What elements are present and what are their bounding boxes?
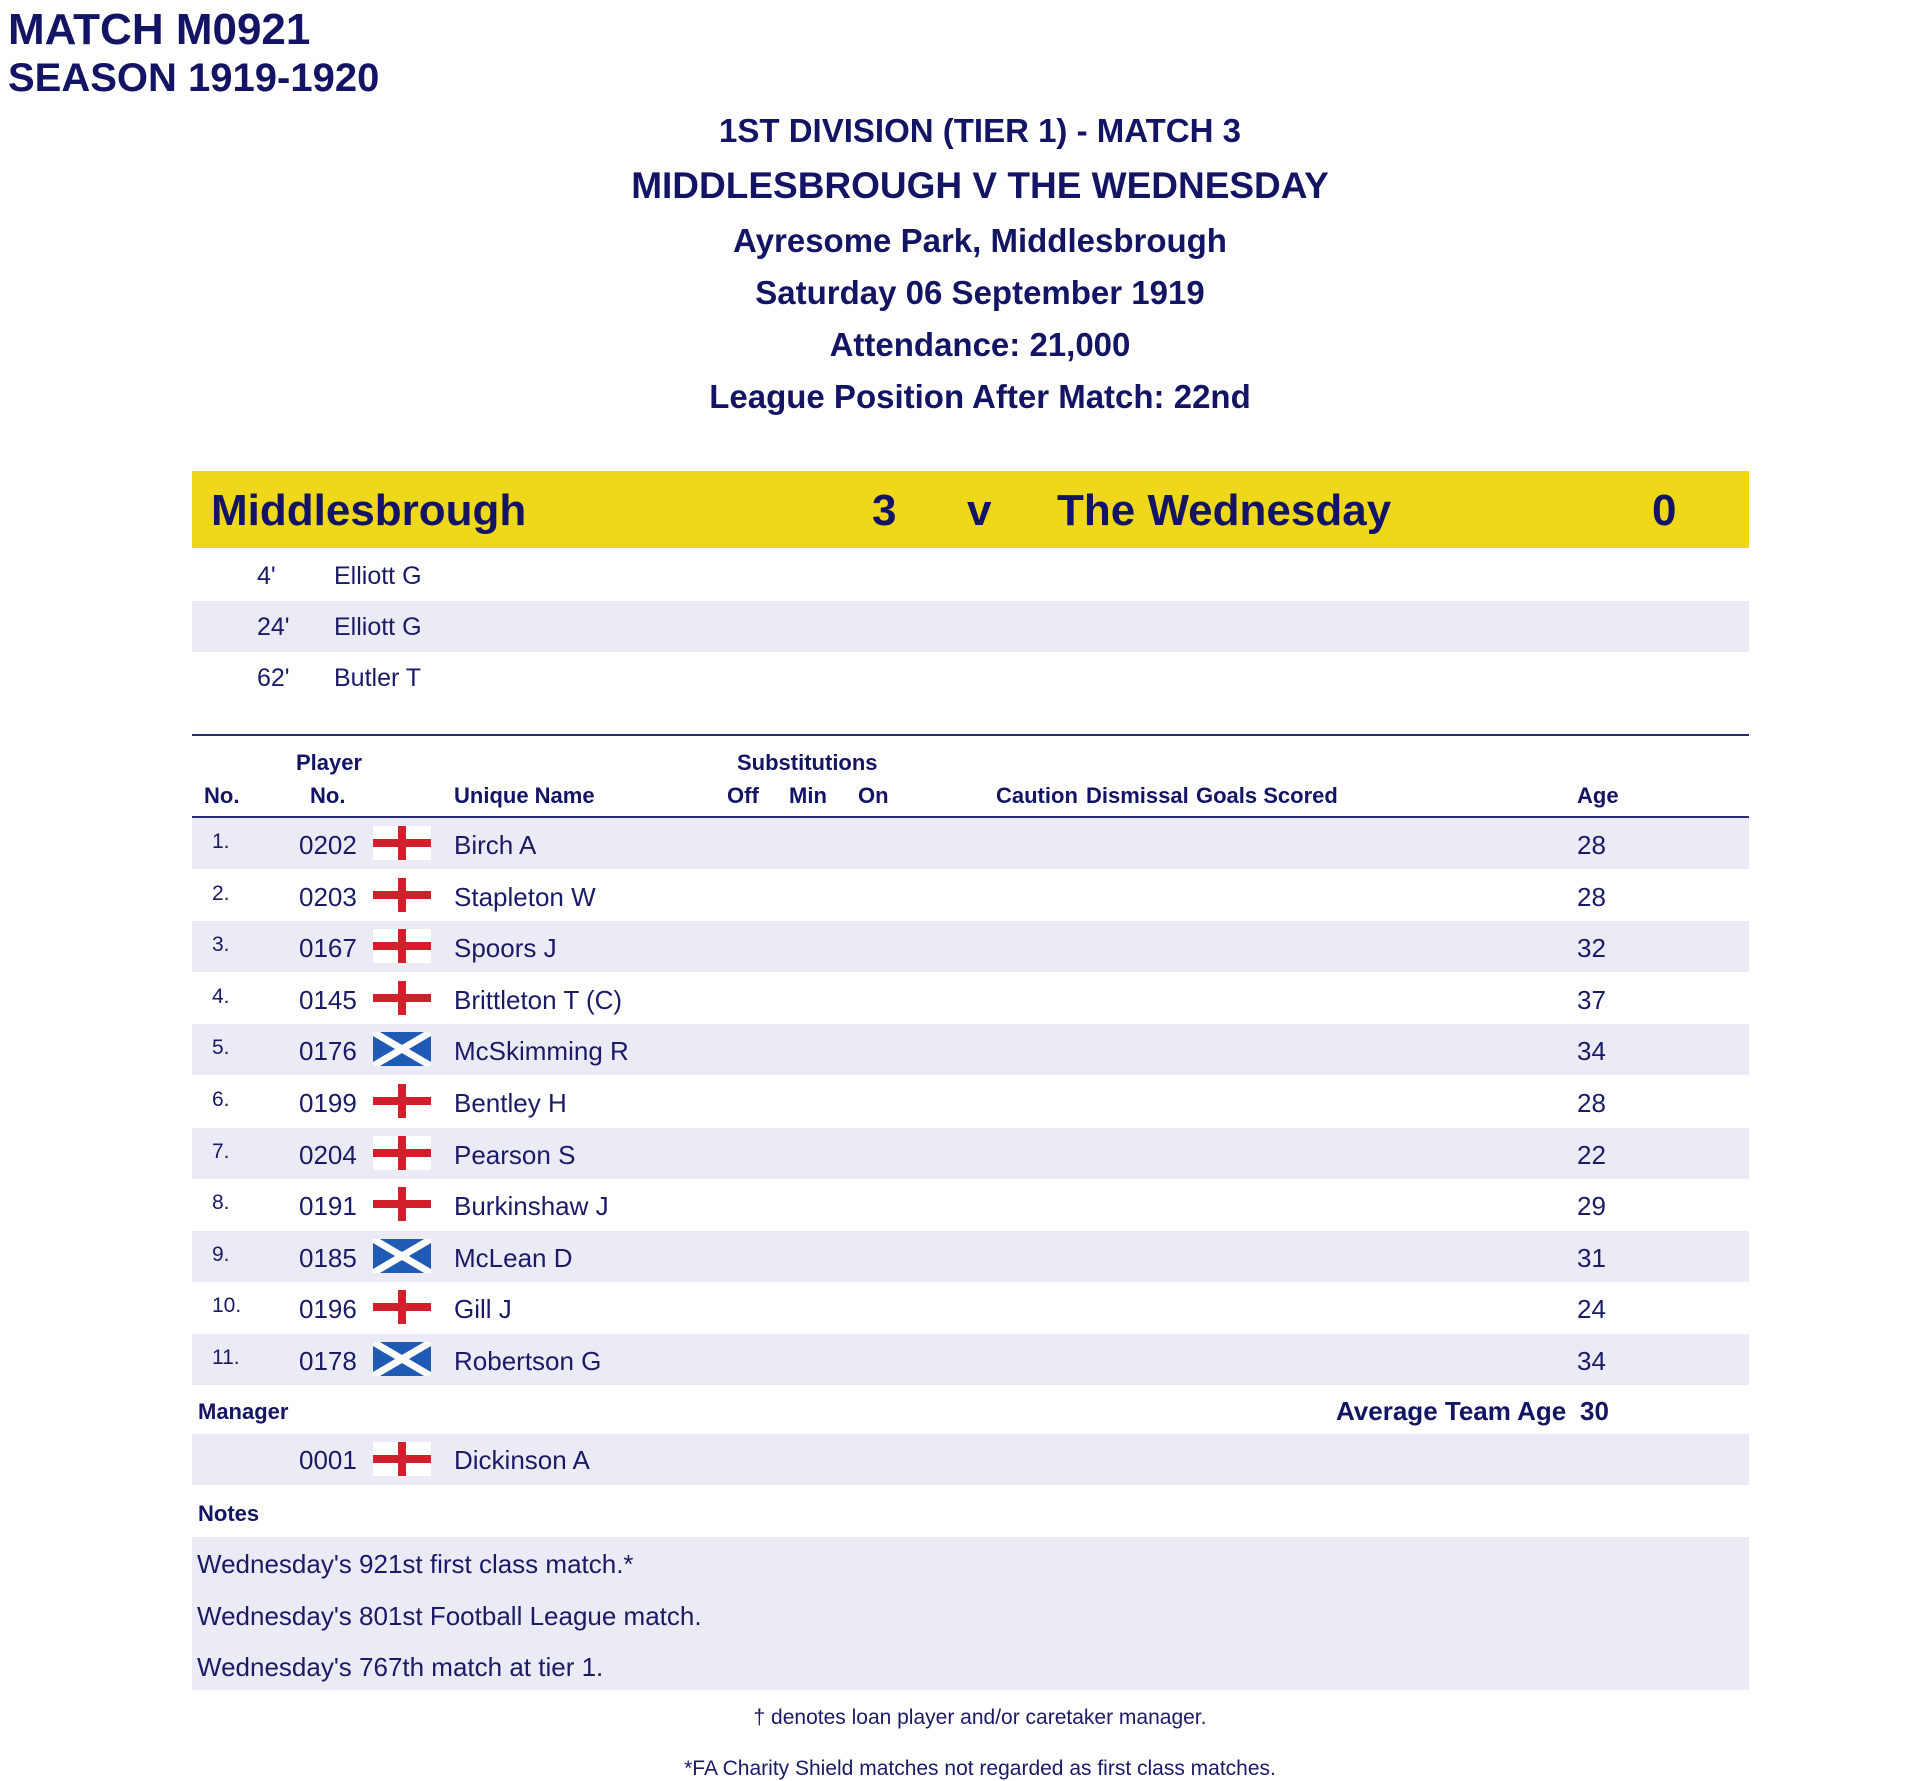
col-player-no-bottom: No.: [310, 783, 346, 808]
player-age: 24: [1577, 1294, 1606, 1325]
player-age: 32: [1577, 933, 1606, 964]
player-shirt-number: 4.: [212, 984, 230, 1008]
player-row: [192, 1282, 1749, 1333]
england-flag-icon: [373, 826, 431, 860]
player-number: 0199: [299, 1088, 357, 1118]
goal-scorer: Elliott G: [334, 613, 422, 641]
player-name: McLean D: [454, 1242, 573, 1273]
player-row: [192, 1231, 1749, 1282]
away-team: The Wednesday: [1057, 486, 1392, 535]
player-name: Pearson S: [454, 1139, 576, 1170]
player-shirt-number: 2.: [212, 881, 230, 905]
col-player-no-top: Player: [296, 750, 363, 775]
england-flag-icon: [373, 1187, 431, 1221]
player-name: Spoors J: [454, 933, 557, 964]
score-bar: [192, 471, 1749, 548]
player-age: 29: [1577, 1191, 1606, 1222]
player-name: Bentley H: [454, 1088, 567, 1118]
player-row: [192, 818, 1749, 869]
player-name: Stapleton W: [454, 881, 596, 912]
player-shirt-number: 5.: [212, 1036, 230, 1060]
attendance: Attendance: 21,000: [829, 326, 1131, 363]
manager-number: 0001: [299, 1445, 357, 1475]
note-line: Wednesday's 801st Football League match.: [197, 1601, 702, 1631]
goal-minute: 62': [257, 664, 290, 692]
player-number: 0204: [299, 1139, 357, 1170]
manager-name: Dickinson A: [454, 1445, 590, 1475]
competition-title: 1ST DIVISION (TIER 1) - MATCH 3: [719, 112, 1241, 149]
scotland-flag-icon: [373, 1342, 431, 1376]
england-flag-icon: [373, 1084, 431, 1118]
goal-scorer: Butler T: [334, 664, 422, 692]
player-number: 0202: [299, 830, 357, 860]
charity-footnote: *FA Charity Shield matches not regarded as first class matches.: [684, 1757, 1276, 1780]
fixture-title: MIDDLESBROUGH V THE WEDNESDAY: [631, 165, 1329, 206]
league-position: League Position After Match: 22nd: [709, 378, 1251, 415]
player-age: 22: [1577, 1139, 1606, 1170]
england-flag-icon: [373, 929, 431, 963]
england-flag-icon: [373, 1290, 431, 1324]
player-age: 37: [1577, 984, 1606, 1015]
player-row: [192, 870, 1749, 921]
player-age: 28: [1577, 881, 1606, 912]
notes-label: Notes: [198, 1501, 260, 1526]
col-no: No.: [204, 783, 240, 808]
player-number: 0191: [299, 1191, 357, 1222]
manager-row: [192, 1434, 1749, 1485]
player-shirt-number: 8.: [212, 1191, 230, 1215]
player-age: 28: [1577, 830, 1606, 860]
player-row: [192, 1076, 1749, 1127]
player-number: 0178: [299, 1346, 357, 1376]
goal-minute: 4': [257, 562, 276, 590]
match-date: Saturday 06 September 1919: [755, 274, 1205, 311]
scotland-flag-icon: [373, 1032, 431, 1066]
player-shirt-number: 10.: [212, 1294, 242, 1318]
player-number: 0203: [299, 881, 357, 912]
home-score: 3: [872, 486, 897, 535]
average-age-label: Average Team Age: [1336, 1396, 1567, 1426]
goal-row: [192, 550, 1749, 601]
goal-row: [192, 601, 1749, 652]
player-age: 31: [1577, 1242, 1606, 1273]
player-name: McSkimming R: [454, 1036, 629, 1067]
manager-label: Manager: [198, 1399, 289, 1424]
player-shirt-number: 1.: [212, 830, 230, 853]
match-code: MATCH M0921: [8, 5, 311, 54]
versus-label: v: [967, 486, 992, 535]
player-row: [192, 1024, 1749, 1075]
col-substitutions: Substitutions: [737, 750, 878, 775]
player-number: 0167: [299, 933, 357, 964]
player-number: 0185: [299, 1242, 357, 1273]
venue: Ayresome Park, Middlesbrough: [733, 222, 1227, 259]
player-row: [192, 921, 1749, 972]
average-age-value: 30: [1580, 1396, 1609, 1426]
home-team: Middlesbrough: [211, 486, 527, 535]
player-age: 28: [1577, 1088, 1606, 1118]
scotland-flag-icon: [373, 1239, 431, 1273]
player-shirt-number: 3.: [212, 933, 230, 957]
col-sub-on: On: [858, 783, 889, 808]
player-row: [192, 973, 1749, 1024]
note-line: Wednesday's 767th match at tier 1.: [197, 1652, 604, 1682]
player-name: Brittleton T (C): [454, 984, 623, 1015]
goal-row: [192, 652, 1749, 703]
player-number: 0196: [299, 1294, 357, 1325]
goal-scorer: Elliott G: [334, 562, 422, 590]
section-divider: [192, 734, 1749, 736]
player-row: [192, 1128, 1749, 1179]
player-age: 34: [1577, 1036, 1606, 1067]
england-flag-icon: [373, 878, 431, 912]
player-shirt-number: 7.: [212, 1139, 230, 1163]
player-name: Gill J: [454, 1294, 512, 1325]
note-line: Wednesday's 921st first class match.*: [197, 1549, 634, 1579]
goal-minute: 24': [257, 613, 290, 641]
player-number: 0145: [299, 984, 357, 1015]
col-goals-scored: Goals Scored: [1196, 783, 1338, 808]
player-name: Burkinshaw J: [454, 1191, 609, 1222]
england-flag-icon: [373, 981, 431, 1015]
col-dismissal: Dismissal: [1086, 783, 1189, 808]
col-sub-min: Min: [789, 783, 827, 808]
col-unique-name: Unique Name: [454, 783, 595, 808]
england-flag-icon: [373, 1442, 431, 1476]
player-shirt-number: 11.: [212, 1346, 240, 1369]
player-shirt-number: 9.: [212, 1242, 230, 1266]
col-sub-off: Off: [727, 783, 759, 808]
season-label: SEASON 1919-1920: [8, 56, 380, 100]
player-row: [192, 1179, 1749, 1230]
away-score: 0: [1652, 486, 1677, 535]
player-name: Robertson G: [454, 1346, 602, 1376]
player-name: Birch A: [454, 830, 537, 860]
player-age: 34: [1577, 1346, 1606, 1376]
england-flag-icon: [373, 1136, 431, 1170]
col-age: Age: [1577, 783, 1619, 808]
player-shirt-number: 6.: [212, 1088, 230, 1111]
player-row: [192, 1334, 1749, 1385]
col-caution: Caution: [996, 783, 1078, 808]
player-number: 0176: [299, 1036, 357, 1067]
notes-box: [192, 1537, 1749, 1690]
loan-footnote: † denotes loan player and/or caretaker manager.: [753, 1706, 1207, 1729]
